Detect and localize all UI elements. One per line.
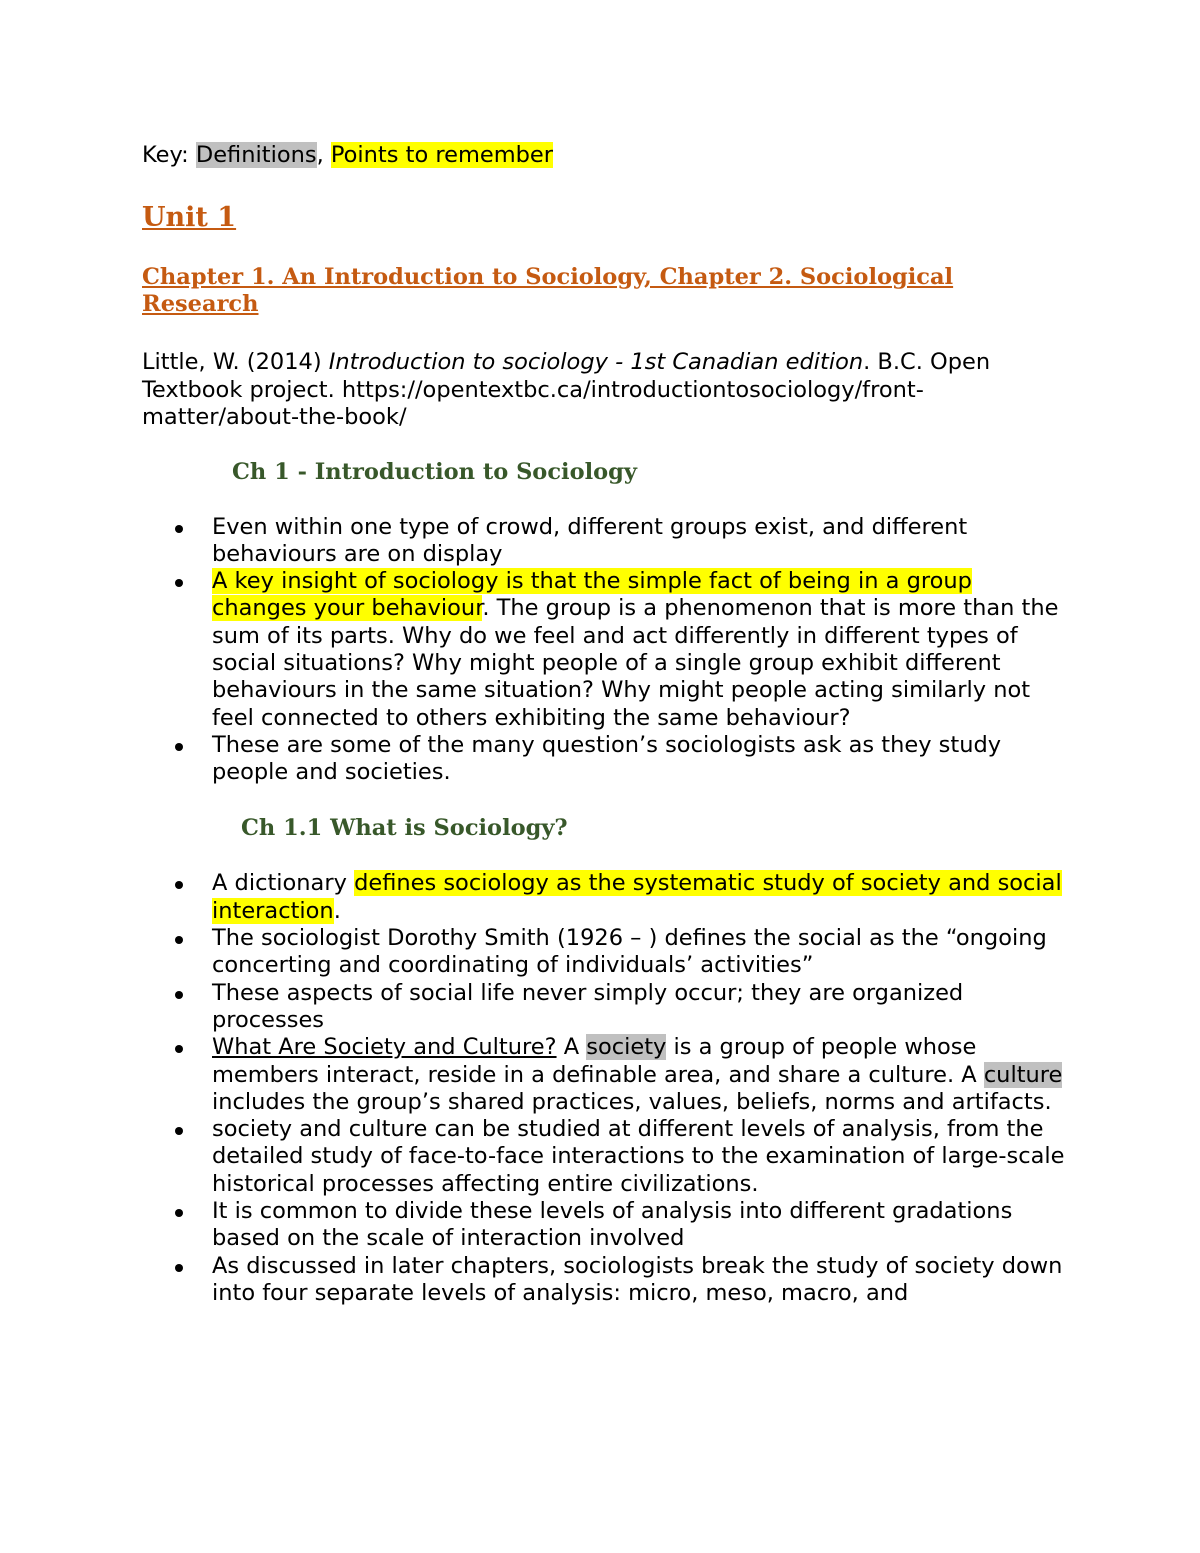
key-separator: , [316, 142, 331, 168]
list-item-text: It is common to divide these levels of analysis into different gradations based on the scale of interaction involved [212, 1198, 1013, 1252]
citation-author: Little, W. (2014) [142, 349, 329, 375]
bullet-list-intro [142, 514, 1062, 787]
list-item [142, 568, 1072, 732]
highlight-point: A key insight of sociology is that the simple fact of being in a group changes your behaviour [212, 568, 972, 622]
list-item-text: These are some of the many question’s sociologists ask as they study people and societies. [212, 731, 1002, 786]
list-item-text: The sociologist Dorothy Smith (1926 – ) defines the social as the “ongoing concerting and coordinating of individuals’ activities” [212, 925, 1047, 979]
bullet-icon [175, 991, 183, 999]
bullet-icon [175, 936, 183, 944]
key-definitions: Definitions [195, 142, 317, 168]
list-item [142, 870, 1072, 925]
list-item-text: As discussed in later chapters, sociologists break the study of society down into four separate levels of analysis: micro, meso, macro, and [212, 1252, 1063, 1306]
key-points: Points to remember [330, 142, 554, 168]
list-item-text: society and culture can be studied at different levels of analysis, from the detailed study of face-to-face interactions to the examination of large-scale historical processes affecting entire civilizations. [212, 1116, 1065, 1197]
list-item [142, 1253, 1072, 1308]
bullet-icon [175, 881, 183, 889]
bullet-icon [175, 1127, 183, 1135]
list-item [142, 732, 1072, 787]
document-page [142, 140, 1065, 1307]
citation [142, 349, 1062, 432]
list-item [142, 1198, 1072, 1253]
bullet-icon [175, 743, 183, 751]
chapter-title: Chapter 1. An Introduction to Sociology, Chapter 2. Sociological Research [142, 264, 954, 317]
list-item-text: These aspects of social life never simply occur; they are organized processes [212, 979, 964, 1033]
bullet-icon [175, 1264, 183, 1272]
list-item-text: A [556, 1034, 587, 1061]
list-item [142, 1034, 1072, 1116]
section-heading-what-is-sociology: Ch 1.1 What is Sociology? [241, 815, 568, 842]
list-item [142, 980, 1072, 1035]
list-item-text: . The group is a phenomenon that is more than the sum of its parts. Why do we feel and act differently in different types of social situations? Why might people of a single group exhibit different behaviours in the same situation? Why might people acting similarly not feel connected to others exhibiting the same behaviour? [212, 595, 1059, 731]
definition-term: culture [983, 1061, 1063, 1088]
citation-title: Introduction to sociology - 1st Canadian edition [328, 349, 864, 375]
key-legend [142, 140, 1062, 170]
list-item [142, 925, 1072, 980]
list-item-text: Even within one type of crowd, different groups exist, and different behaviours are on display [212, 513, 968, 567]
underlined-question: What Are Society and Culture? [212, 1034, 557, 1061]
section-heading-intro: Ch 1 - Introduction to Sociology [232, 458, 637, 485]
bullet-list-what-is-sociology [142, 870, 1065, 1307]
list-item-text: A dictionary [212, 870, 355, 897]
key-label: Key: [142, 142, 196, 168]
bullet-icon [175, 525, 183, 533]
highlight-point: defines sociology as the systematic study of society and social interaction [212, 870, 1062, 924]
bullet-icon [175, 579, 183, 587]
unit-title: Unit 1 [142, 202, 237, 233]
list-item [142, 1116, 1072, 1198]
list-item-text: includes the group’s shared practices, values, beliefs, norms and artifacts. [212, 1088, 1052, 1115]
definition-term: society [586, 1034, 667, 1061]
citation-rest: . B.C. Open Textbook project. https://opentextbc.ca/introductiontosociology/front-matter/about-the-book/ [142, 349, 991, 430]
bullet-icon [175, 1045, 183, 1053]
bullet-icon [175, 1209, 183, 1217]
list-item-text: . [333, 897, 341, 924]
list-item-text: is a group of people whose members interact, reside in a definable area, and share a culture. A [212, 1034, 984, 1088]
list-item [142, 514, 1072, 569]
